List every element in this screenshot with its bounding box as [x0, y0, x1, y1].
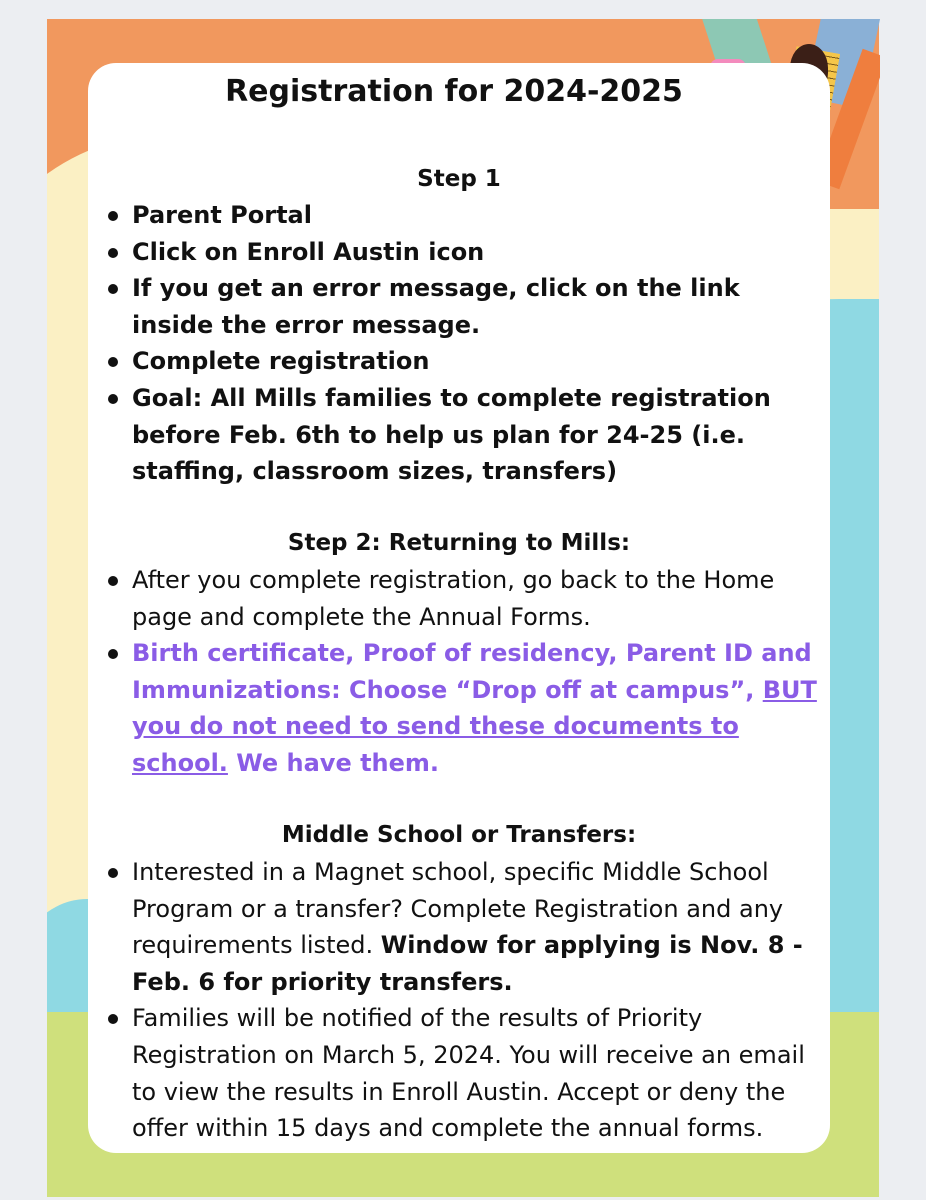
list-item: Click on Enroll Austin icon: [104, 234, 828, 271]
list-item: Parent Portal: [104, 197, 828, 234]
list-item: After you complete registration, go back to the Home page and complete the Annual Forms.: [104, 562, 828, 635]
step3-list: [104, 854, 828, 1147]
step1-heading: Step 1: [417, 166, 501, 192]
page-title: Registration for 2024-2025: [225, 74, 683, 109]
step3-heading: Middle School or Transfers:: [281, 822, 637, 848]
step2-heading: Step 2: Returning to Mills:: [287, 530, 631, 556]
list-item: Goal: All Mills families to complete registration before Feb. 6th to help us plan for 24-25 (i.e. staffing, classroom sizes, transfers): [104, 380, 828, 490]
documents-text-end: We have them.: [227, 748, 440, 777]
step2-list: [104, 562, 828, 782]
list-item: If you get an error message, click on the link inside the error message.: [104, 270, 828, 343]
step1-list: [104, 197, 828, 490]
list-item-transfers: [104, 854, 828, 1000]
list-item: Complete registration: [104, 343, 828, 380]
transfers-window-text: Window for applying is Nov. 8 - Feb. 6 for priority transfers.: [132, 931, 803, 996]
transfers-text: Interested in a Magnet school, specific Middle School Program or a transfer? Complete Registration and any requirements listed.: [132, 858, 784, 960]
documents-underlined-text: BUT you do not need to send these documents to school.: [132, 675, 817, 777]
list-item: Families will be notified of the results of Priority Registration on March 5, 2024. You will receive an email to view the results in Enroll Austin. Accept or deny the offer within 15 days and complete the annual forms.: [104, 1000, 828, 1146]
list-item-documents: [104, 635, 828, 781]
documents-text: Birth certificate, Proof of residency, Parent ID and Immunizations: Choose “Drop off at campus”,: [132, 639, 812, 704]
